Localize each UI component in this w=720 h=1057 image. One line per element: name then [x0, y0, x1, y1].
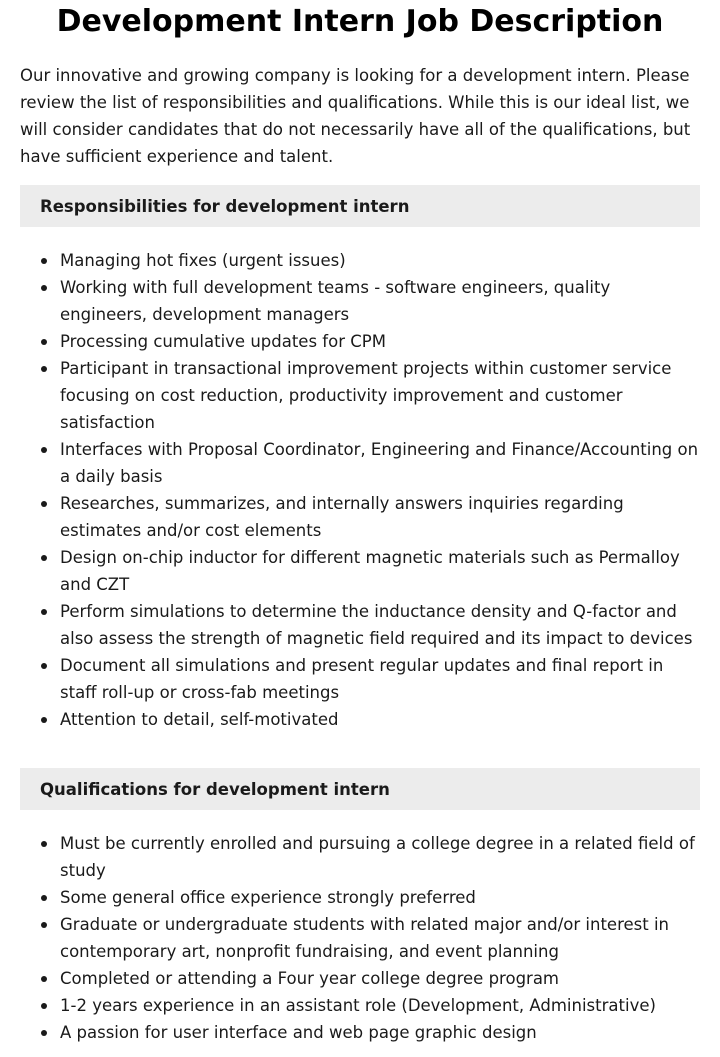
intro-paragraph: Our innovative and growing company is looking for a development intern. Please review the list of responsibilities and qualifications. While this is our ideal list, we will consider candidates that do not necessarily have all of the qualifications, but have sufficient experience and talent. [20, 66, 691, 166]
list-item-text: Managing hot fixes (urgent issues) [60, 251, 346, 270]
bullet-icon [41, 922, 47, 928]
list-item-text: Document all simulations and present regular updates and final report in staff roll-up or cross-fab meetings [60, 656, 664, 702]
list-item [20, 1019, 700, 1046]
bullet-icon [41, 717, 47, 723]
list-item [20, 328, 700, 355]
list-item-text: Interfaces with Proposal Coordinator, Engineering and Finance/Accounting on a daily basis [60, 440, 699, 486]
list-item [20, 355, 700, 436]
list-item [20, 911, 700, 965]
bullet-icon [41, 1003, 47, 1009]
bullet-icon [41, 841, 47, 847]
responsibilities-heading: Responsibilities for development intern [20, 185, 700, 227]
bullet-icon [41, 555, 47, 561]
bullet-icon [41, 976, 47, 982]
list-item-text: 1-2 years experience in an assistant role (Development, Administrative) [60, 996, 656, 1015]
list-item [20, 274, 700, 328]
qualifications-list [20, 830, 700, 1046]
list-item-text: Attention to detail, self-motivated [60, 710, 339, 729]
bullet-icon [41, 258, 47, 264]
list-item-text: Researches, summarizes, and internally answers inquiries regarding estimates and/or cost elements [60, 494, 624, 540]
bullet-icon [41, 501, 47, 507]
list-item-text: Participant in transactional improvement projects within customer service focusing on cost reduction, productivity improvement and customer satisfaction [60, 359, 672, 432]
bullet-icon [41, 1030, 47, 1036]
list-item-text: Completed or attending a Four year college degree program [60, 969, 560, 988]
bullet-icon [41, 339, 47, 345]
bullet-icon [41, 447, 47, 453]
page-title: Development Intern Job Description [56, 4, 664, 39]
list-item [20, 706, 700, 733]
bullet-icon [41, 663, 47, 669]
section-spacer [20, 733, 700, 753]
list-item [20, 965, 700, 992]
list-item [20, 490, 700, 544]
list-item [20, 247, 700, 274]
list-item [20, 830, 700, 884]
list-item-text: Some general office experience strongly preferred [60, 888, 476, 907]
list-item [20, 992, 700, 1019]
responsibilities-list [20, 247, 700, 733]
list-item [20, 436, 700, 490]
list-item-text: Perform simulations to determine the inductance density and Q-factor and also assess the strength of magnetic field required and its impact to devices [60, 602, 693, 648]
list-item [20, 652, 700, 706]
list-item-text: Processing cumulative updates for CPM [60, 332, 386, 351]
qualifications-heading: Qualifications for development intern [20, 768, 700, 810]
bullet-icon [41, 366, 47, 372]
list-item-text: A passion for user interface and web page graphic design [60, 1023, 537, 1042]
list-item-text: Must be currently enrolled and pursuing a college degree in a related field of study [60, 834, 695, 880]
bullet-icon [41, 895, 47, 901]
list-item-text: Design on-chip inductor for different magnetic materials such as Permalloy and CZT [60, 548, 680, 594]
bullet-icon [41, 285, 47, 291]
list-item [20, 598, 700, 652]
bullet-icon [41, 609, 47, 615]
list-item-text: Graduate or undergraduate students with related major and/or interest in contemporary art, nonprofit fundraising, and event planning [60, 915, 670, 961]
list-item-text: Working with full development teams - software engineers, quality engineers, development managers [60, 278, 611, 324]
list-item [20, 544, 700, 598]
list-item [20, 884, 700, 911]
